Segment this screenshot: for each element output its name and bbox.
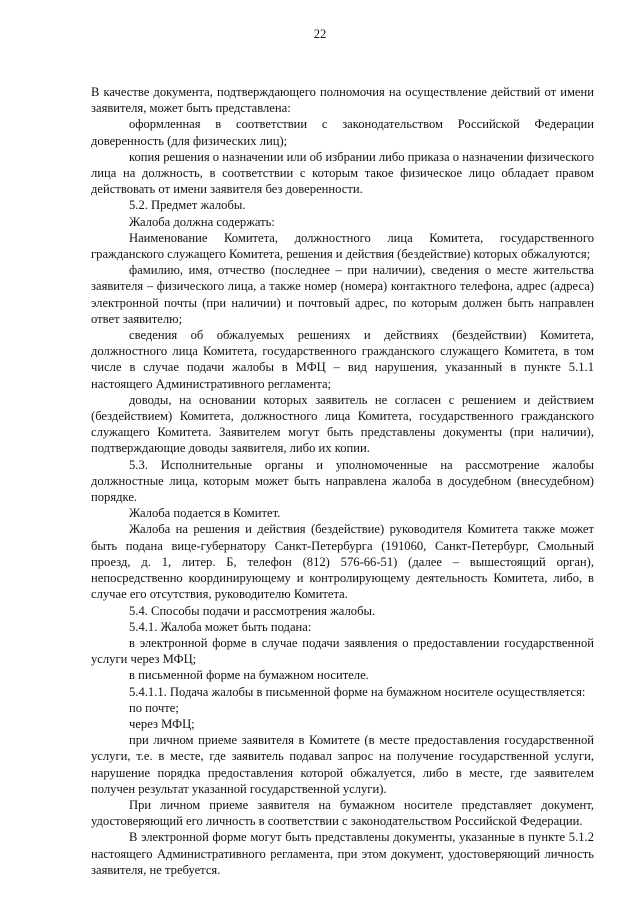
paragraph: фамилию, имя, отчество (последнее – при наличии), сведения о месте жительства заявителя – физического лица, а также номер (номера) контактного телефона, адрес (адреса) электронной почты (при наличии) и почтовый адрес, по которым должен быть направлен ответ заявителю; [91,263,594,326]
paragraph: 5.3. Исполнительные органы и уполномоченные на рассмотрение жалобы должностные лица, которым может быть направлена жалоба в досудебном (внесудебном) порядке. [91,457,594,505]
paragraph: при личном приеме заявителя в Комитете (в месте предоставления государственной услуги, т.е. в месте, где заявитель подавал запрос на получение государственной услуги, нарушение порядка предоставления которой обжалуется, либо в месте, где заявителем получен результат указанной государственной услуги). [91,733,594,796]
paragraph: 5.4. Способы подачи и рассмотрения жалобы. [129,603,376,618]
paragraph: При личном приеме заявителя на бумажном носителе представляет документ, удостоверяющий его личность в соответствии с законодательством Российской Федерации. [91,797,594,829]
paragraph: в письменной форме на бумажном носителе. [129,668,369,683]
paragraph: Жалоба на решения и действия (бездействие) руководителя Комитета также может быть подана вице-губернатору Санкт-Петербурга (191060, Санкт-Петербург, Смольный проезд, д. 1, литер. Б, телефон (812) 576-66-51) (далее – вышестоящий орган), непосредственно координирующему и контролирующему деятельность Комитета, либо, в случае его отсутствия, руководителю Комитета. [91,522,594,602]
paragraph: Жалоба подается в Комитет. [129,506,281,521]
paragraph: сведения об обжалуемых решениях и действиях (бездействии) Комитета, должностного лица Комитета, государственного гражданского служащего Комитета, в том числе в случае подачи жалобы в МФЦ – вид нарушения, указанный в пункте 5.1.1 настоящего Административного регламента; [91,328,594,391]
paragraph: 5.4.1.1. Подача жалобы в письменной форме на бумажном носителе осуществляется: [129,684,586,699]
paragraph: по почте; [129,700,179,715]
paragraph: оформленная в соответствии с законодательством Российской Федерации доверенность (для физических лиц); [91,117,594,148]
paragraph: Наименование Комитета, должностного лица Комитета, государственного гражданского служащего Комитета, решения и действия (бездействие) которых обжалуются; [91,230,594,262]
paragraph: доводы, на основании которых заявитель не согласен с решением и действием (бездействием) Комитета, должностного лица Комитета, государственного гражданского служащего Комитета. Заявителем могут быть представлены документы (при наличии), подтверждающие доводы заявителя, либо их копии. [91,392,594,456]
paragraph: 5.2. Предмет жалобы. [129,198,246,213]
paragraph: В электронной форме могут быть представлены документы, указанные в пункте 5.1.2 настоящего Административного регламента, при этом документ, удостоверяющий личность заявителя, не требуется. [91,830,594,877]
page-number: 22 [313,27,327,41]
paragraph: 5.4.1. Жалоба может быть подана: [129,619,312,634]
paragraph: через МФЦ; [129,716,195,731]
paragraph: в электронной форме в случае подачи заявления о предоставлении государственной услуги через МФЦ; [91,635,594,667]
paragraph: копия решения о назначении или об избрании либо приказа о назначении физического лица на должность, в соответствии с которым такое физическое лицо обладает правом действовать от имени заявителя без доверенности. [91,149,594,197]
paragraph: Жалоба должна содержать: [129,214,275,229]
paragraph: В качестве документа, подтверждающего полномочия на осуществление действий от имени заявителя, может быть представлена: [91,85,594,116]
document-body [91,84,594,878]
